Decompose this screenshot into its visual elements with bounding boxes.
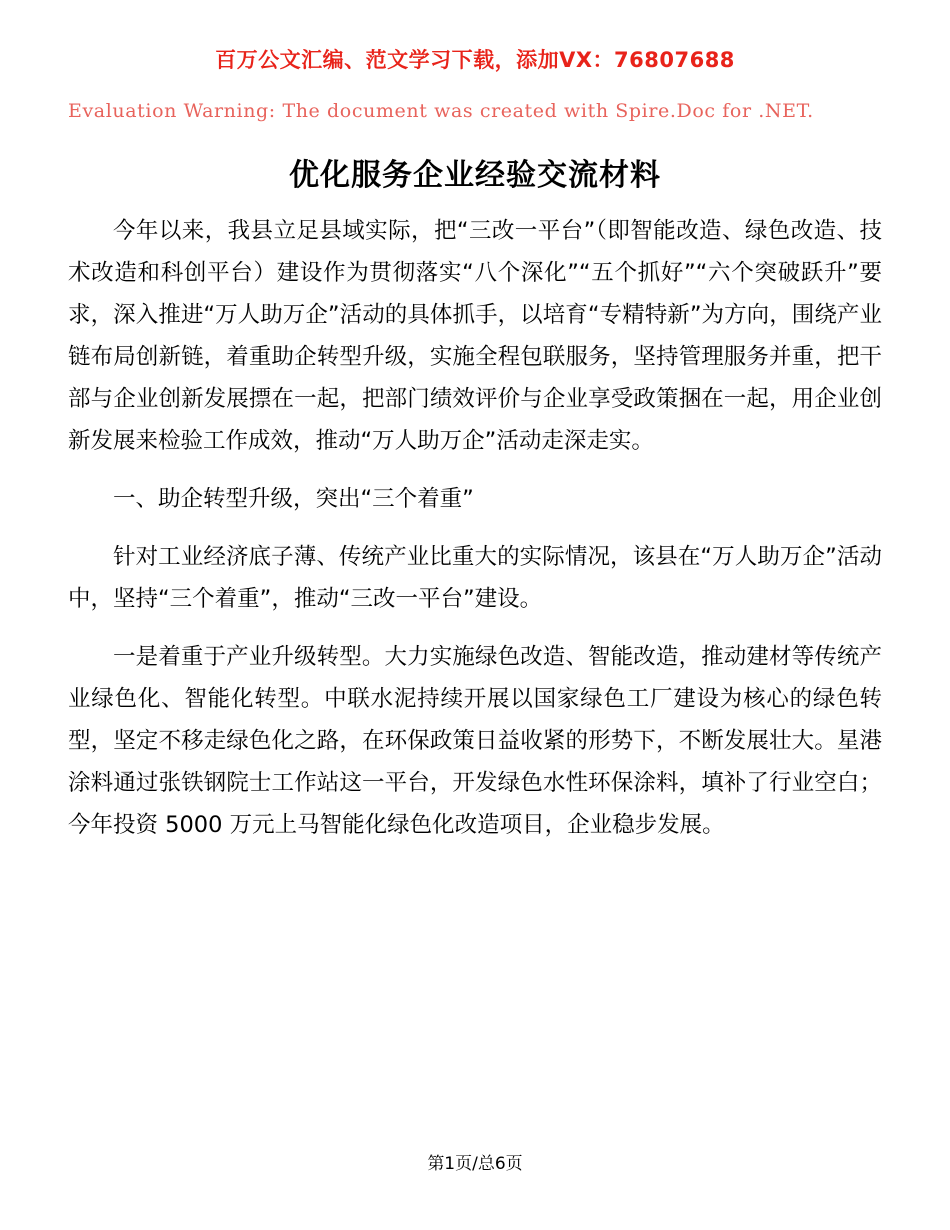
page-title: 优化服务企业经验交流材料 [289, 158, 661, 193]
paragraph: 针对工业经济底子薄、传统产业比重大的实际情况，该县在“万人助万企”活动中，坚持“三个着重”，推动“三改一平台”建设。 [68, 544, 882, 612]
promo-banner: 百万公文汇编、范文学习下载，添加VX：76807688 [215, 48, 735, 72]
section-heading: 一、助企转型升级，突出“三个着重” [113, 486, 474, 512]
paragraph: 今年以来，我县立足县域实际，把“三改一平台”（即智能改造、绿色改造、技术改造和科创平台）建设作为贯彻落实“八个深化”“五个抓好”“六个突破跃升”要求，深入推进“万人助万企”活动的具体抓手，以培育“专精特新”为方向，围绕产业链布局创新链，着重助企转型升级，实施全程包联服务，坚持管理服务并重，把干部与企业创新发展摽在一起，把部门绩效评价与企业享受政策捆在一起，用企业创新发展来检验工作成效，推动“万人助万企”活动走深走实。 [68, 218, 882, 454]
paragraph: 一是着重于产业升级转型。大力实施绿色改造、智能改造，推动建材等传统产业绿色化、智能化转型。中联水泥持续开展以国家绿色工厂建设为核心的绿色转型，坚定不移走绿色化之路，在环保政策日益收紧的形势下，不断发展壮大。星港涂料通过张铁钢院士工作站这一平台，开发绿色水性环保涂料，填补了行业空白；今年投资 5000 万元上马智能化绿色化改造项目，企业稳步发展。 [68, 644, 882, 838]
evaluation-warning: Evaluation Warning: The document was created with Spire.Doc for .NET. [68, 100, 814, 122]
page-footer: 第1页/总6页 [427, 1154, 523, 1174]
